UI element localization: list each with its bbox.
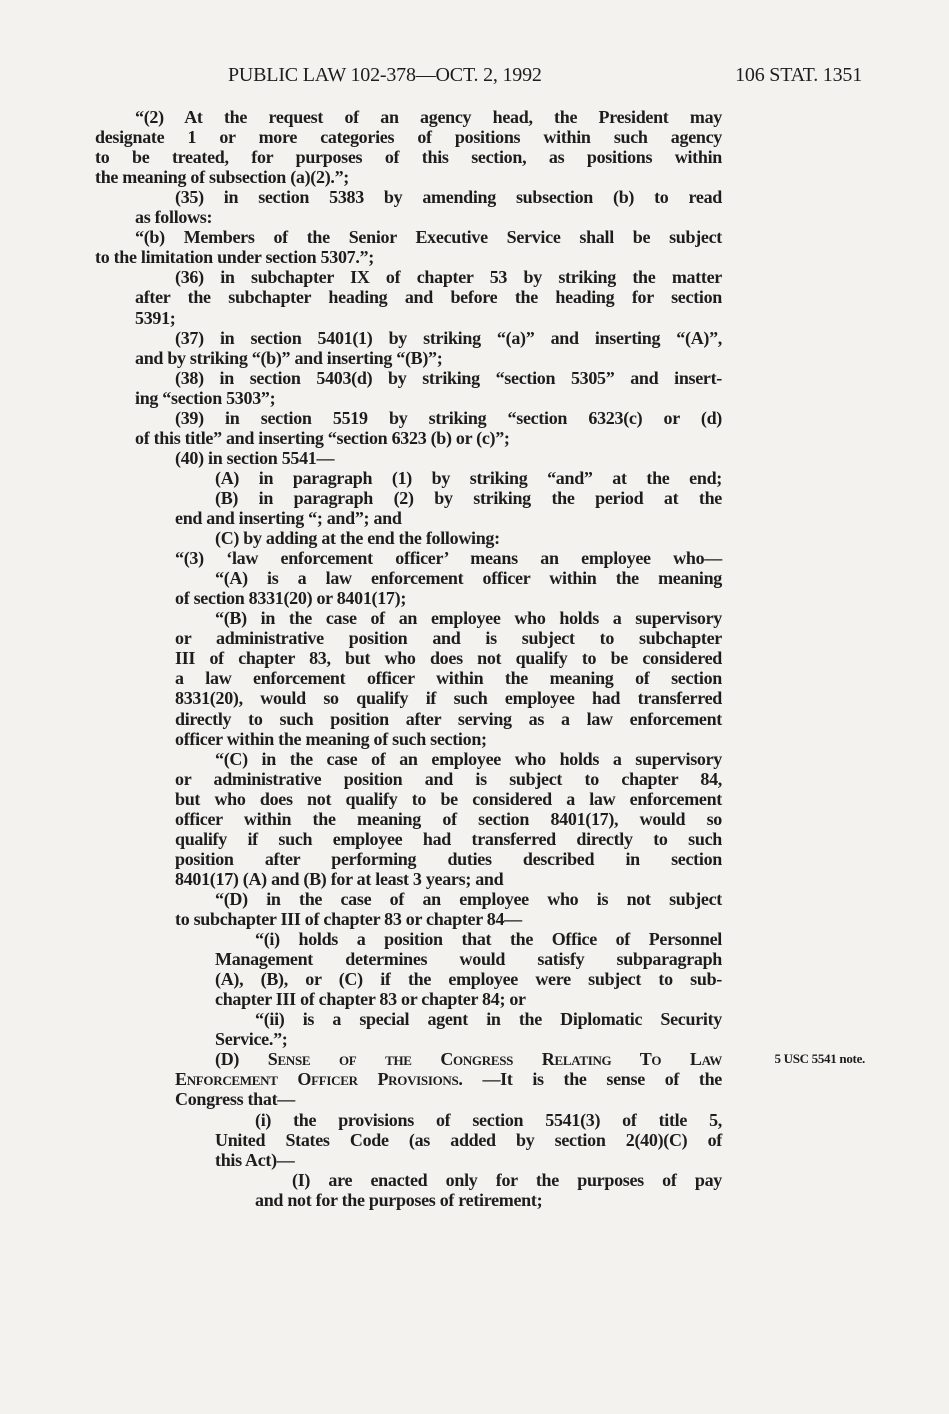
text-line xyxy=(175,1089,722,1109)
text-line xyxy=(292,1170,722,1190)
line-text: “(i) holds a position that the Office of Personnel xyxy=(255,929,722,950)
line-text: but who does not qualify to be considered a law enforcement xyxy=(175,788,722,809)
line-text: directly to such position after serving as a law enforcement xyxy=(175,708,722,729)
text-line xyxy=(95,167,722,187)
line-text: after the subchapter heading and before the heading for section xyxy=(135,287,722,308)
text-line xyxy=(175,628,722,648)
text-line xyxy=(175,187,722,207)
line-text: position after performing duties described in section xyxy=(175,848,722,869)
line-text: United States Code (as added by section 2(40)(C) of xyxy=(215,1129,722,1150)
line-text: a law enforcement officer within the meaning of section xyxy=(175,668,722,689)
line-text: 8401(17) (A) and (B) for at least 3 years; and xyxy=(175,868,504,889)
text-line xyxy=(215,949,722,969)
margin-note: 5 USC 5541 note. xyxy=(774,1051,865,1067)
line-text: officer within the meaning of section 8401(17), would so xyxy=(175,808,722,829)
text-line xyxy=(215,1130,722,1150)
text-line xyxy=(215,608,722,628)
text-line xyxy=(175,829,722,849)
running-header-title: PUBLIC LAW 102-378—OCT. 2, 1992 xyxy=(228,64,542,86)
text-line xyxy=(175,709,722,729)
text-line xyxy=(215,528,722,548)
line-text: of section 8331(20) or 8401(17); xyxy=(175,588,407,609)
line-text: Congress that— xyxy=(175,1089,295,1110)
text-line xyxy=(215,488,722,508)
text-line xyxy=(215,969,722,989)
line-text: as follows: xyxy=(135,207,213,228)
line-text: “(b) Members of the Senior Executive Service shall be subject xyxy=(135,227,722,248)
line-text: Management determines would satisfy subparagraph xyxy=(215,949,722,970)
line-text: (40) in section 5541— xyxy=(175,447,335,468)
line-text: end and inserting “; and”; and xyxy=(175,508,402,528)
text-line xyxy=(255,1190,722,1210)
line-text: (A), (B), or (C) if the employee were subject to sub- xyxy=(215,969,722,990)
line-text: chapter III of chapter 83 or chapter 84; or xyxy=(215,989,526,1010)
line-text: (38) in section 5403(d) by striking “section 5305” and insert- xyxy=(175,367,722,388)
text-line xyxy=(215,1029,722,1049)
text-line xyxy=(175,1069,722,1089)
line-text: and by striking “(b)” and inserting “(B)”; xyxy=(135,347,443,368)
text-line xyxy=(175,267,722,287)
line-text: (37) in section 5401(1) by striking “(a)” and inserting “(A)”, xyxy=(175,327,722,348)
line-text: this Act)— xyxy=(215,1149,295,1170)
line-text: “(C) in the case of an employee who holds a supervisory xyxy=(215,748,722,769)
line-text: to be treated, for purposes of this section, as positions within xyxy=(95,147,722,168)
text-line xyxy=(135,227,722,247)
line-text: or administrative position and is subject to subchapter xyxy=(175,628,722,649)
text-line xyxy=(175,648,722,668)
line-text: (C) by adding at the end the following: xyxy=(215,528,500,549)
line-text: designate 1 or more categories of positions within such agency xyxy=(95,127,722,148)
line-text: “(2) At the request of an agency head, the President may xyxy=(135,107,722,127)
text-line xyxy=(135,107,722,127)
line-text: to subchapter III of chapter 83 or chapter 84— xyxy=(175,909,522,929)
line-text: and not for the purposes of retirement; xyxy=(255,1189,543,1210)
text-line xyxy=(135,428,722,448)
statute-page-number: 106 STAT. 1351 xyxy=(735,64,862,86)
line-text: or administrative position and is subject to chapter 84, xyxy=(175,768,722,789)
text-line xyxy=(135,287,722,307)
text-line xyxy=(175,448,722,468)
line-text: (B) in paragraph (2) by striking the period at the xyxy=(215,487,722,508)
line-text: (A) in paragraph (1) by striking “and” at the end; xyxy=(215,467,722,488)
text-line xyxy=(175,688,722,708)
line-text: “(D) in the case of an employee who is not subject xyxy=(215,888,722,909)
small-caps-heading: Sense of the Congress Relating To Law xyxy=(267,1049,722,1070)
text-line xyxy=(215,889,722,909)
text-line xyxy=(175,588,722,608)
text-line xyxy=(95,247,722,267)
text-line xyxy=(175,408,722,428)
text-line xyxy=(95,127,722,147)
line-text: (39) in section 5519 by striking “section 6323(c) or (d) xyxy=(175,407,722,428)
text-line xyxy=(175,869,722,889)
text-line xyxy=(255,1110,722,1130)
line-text: “(3) ‘law enforcement officer’ means an employee who— xyxy=(175,548,722,569)
line-text: (35) in section 5383 by amending subsection (b) to read xyxy=(175,187,722,208)
text-line xyxy=(175,909,722,929)
line-text: (i) the provisions of section 5541(3) of title 5, xyxy=(255,1109,722,1130)
text-line xyxy=(215,1049,722,1069)
text-line xyxy=(175,668,722,688)
text-line xyxy=(215,989,722,1009)
text-line xyxy=(135,388,722,408)
line-text: 5391; xyxy=(135,307,176,328)
text-line xyxy=(175,508,722,528)
text-line xyxy=(255,929,722,949)
text-line xyxy=(175,729,722,749)
text-line xyxy=(135,348,722,368)
line-text: “(B) in the case of an employee who holds a supervisory xyxy=(215,608,722,629)
text-line xyxy=(255,1009,722,1029)
small-caps-heading: Enforcement Officer Provisions. xyxy=(175,1069,463,1090)
text-line xyxy=(215,468,722,488)
line-text: ing “section 5303”; xyxy=(135,387,276,408)
line-text: (I) are enacted only for the purposes of pay xyxy=(292,1169,722,1190)
text-line xyxy=(175,849,722,869)
line-text: (D) xyxy=(215,1049,268,1070)
line-text: to the limitation under section 5307.”; xyxy=(95,247,374,268)
text-line xyxy=(215,749,722,769)
text-line xyxy=(215,1150,722,1170)
text-line xyxy=(95,147,722,167)
text-line xyxy=(175,328,722,348)
text-line xyxy=(175,368,722,388)
text-line xyxy=(175,789,722,809)
line-text: officer within the meaning of such section; xyxy=(175,728,487,749)
text-line xyxy=(215,568,722,588)
line-text: the meaning of subsection (a)(2).”; xyxy=(95,167,349,188)
text-line xyxy=(175,809,722,829)
text-line xyxy=(135,308,722,328)
line-text: (36) in subchapter IX of chapter 53 by striking the matter xyxy=(175,267,722,288)
text-line xyxy=(175,548,722,568)
line-text: Service.”; xyxy=(215,1029,288,1050)
line-text: —It is the sense of the xyxy=(482,1069,722,1090)
line-text: “(ii) is a special agent in the Diplomatic Security xyxy=(255,1009,722,1030)
text-line xyxy=(135,207,722,227)
line-text: 8331(20), would so qualify if such employee had transferred xyxy=(175,688,722,709)
line-text: III of chapter 83, but who does not qualify to be considered xyxy=(175,648,722,669)
text-line xyxy=(175,769,722,789)
line-text: qualify if such employee had transferred directly to such xyxy=(175,828,722,849)
line-text: “(A) is a law enforcement officer within the meaning xyxy=(215,568,722,589)
line-text: of this title” and inserting “section 6323 (b) or (c)”; xyxy=(135,427,510,448)
